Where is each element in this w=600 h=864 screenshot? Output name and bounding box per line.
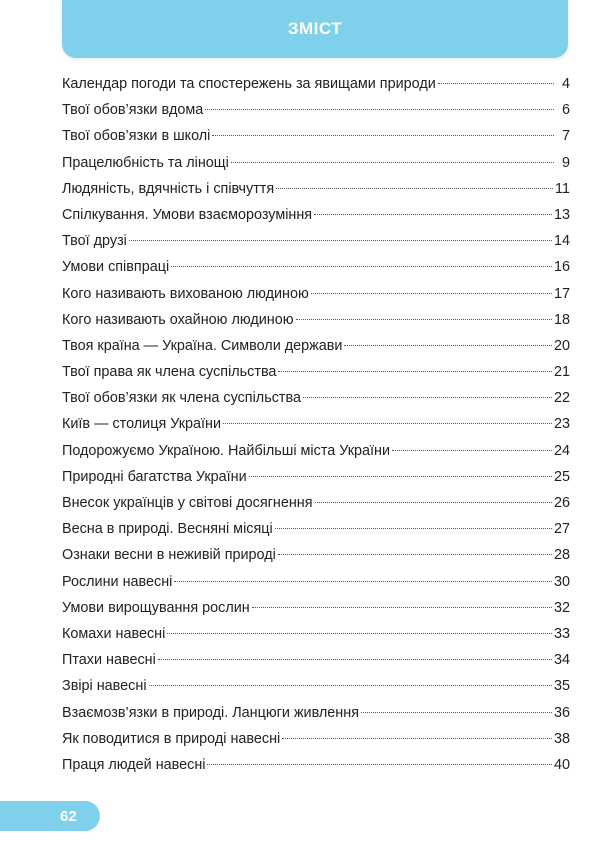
dot-leader	[311, 293, 552, 294]
toc-entry-title: Внесок українців у світові досягнення	[62, 495, 313, 511]
toc-entry-title: Взаємозв’язки в природі. Ланцюги живлення	[62, 704, 359, 721]
toc-entry[interactable]	[62, 569, 570, 595]
toc-entry[interactable]	[62, 150, 570, 176]
dot-leader	[278, 554, 552, 555]
dot-leader	[252, 607, 552, 608]
table-of-contents	[62, 71, 570, 778]
toc-entry-title: Птахи навесні	[62, 652, 156, 669]
toc-entry-page: 22	[553, 390, 570, 407]
toc-entry-title: Працелюбність та лінощі	[62, 154, 229, 171]
toc-entry-page: 30	[553, 573, 570, 590]
toc-entry[interactable]	[62, 385, 570, 411]
toc-entry[interactable]	[62, 359, 570, 385]
toc-entry[interactable]	[62, 464, 570, 490]
toc-entry[interactable]	[62, 254, 570, 280]
toc-entry[interactable]	[62, 516, 570, 542]
dot-leader	[205, 109, 554, 110]
toc-title: ЗМІСТ	[287, 19, 343, 38]
toc-entry[interactable]	[62, 542, 570, 568]
dot-leader	[361, 712, 552, 713]
toc-entry-title: Твої обов’язки як члена суспільства	[62, 390, 301, 407]
toc-header	[62, 0, 568, 58]
toc-entry[interactable]	[62, 595, 570, 621]
toc-entry[interactable]	[62, 176, 570, 202]
toc-entry-page: 25	[553, 468, 570, 485]
toc-entry-page: 38	[553, 730, 570, 747]
toc-entry-title: Людяність, вдячність і співчуття	[62, 180, 275, 197]
toc-entry-title: Календар погоди та спостережень за явищами природи	[62, 76, 436, 92]
toc-entry[interactable]	[62, 307, 570, 333]
dot-leader	[282, 738, 552, 739]
toc-entry-title: Комахи навесні	[62, 625, 166, 642]
dot-leader	[296, 319, 552, 320]
toc-entry[interactable]	[62, 726, 570, 752]
dot-leader	[174, 581, 552, 582]
toc-entry-page: 14	[553, 233, 570, 250]
toc-entry-title: Спілкування. Умови взаєморозуміння	[62, 206, 313, 223]
dot-leader	[275, 528, 552, 529]
toc-entry-page: 11	[555, 180, 570, 197]
dot-leader	[231, 162, 554, 163]
toc-entry-page: 40	[553, 756, 570, 773]
toc-entry-title: Умови співпраці	[62, 259, 170, 276]
dot-leader	[207, 764, 552, 765]
toc-entry-title: Кого називають охайною людиною	[62, 311, 294, 328]
toc-entry-title: Твої обов’язки вдома	[62, 102, 204, 119]
toc-entry-page: 13	[553, 206, 570, 223]
toc-entry-title: Твої друзі	[62, 233, 127, 250]
toc-entry[interactable]	[62, 123, 570, 149]
toc-entry-page: 17	[553, 285, 570, 302]
toc-entry-title: Ознаки весни в неживій природі	[62, 547, 276, 564]
toc-entry-page: 7	[561, 128, 570, 145]
toc-entry[interactable]	[62, 71, 570, 97]
toc-entry-title: Твої права як члена суспільства	[62, 364, 277, 381]
toc-entry-title: Твої обов’язки в школі	[62, 128, 211, 145]
dot-leader	[276, 188, 553, 189]
toc-entry-title: Рослини навесні	[62, 573, 173, 590]
toc-entry[interactable]	[62, 700, 570, 726]
toc-entry-page: 9	[561, 154, 570, 171]
dot-leader	[158, 659, 552, 660]
dot-leader	[171, 266, 552, 267]
toc-entry[interactable]	[62, 752, 570, 778]
dot-leader	[149, 685, 552, 686]
dot-leader	[249, 476, 552, 477]
dot-leader	[314, 214, 552, 215]
toc-entry-title: Природні багатства України	[62, 468, 247, 485]
toc-entry-title: Як поводитися в природі навесні	[62, 730, 281, 747]
toc-entry-page: 26	[553, 495, 570, 511]
toc-entry-page: 35	[553, 678, 570, 695]
dot-leader	[212, 135, 554, 136]
dot-leader	[344, 345, 552, 346]
toc-entry-title: Весна в природі. Весняні місяці	[62, 521, 273, 538]
toc-entry-page: 21	[553, 364, 570, 381]
toc-entry-page: 34	[553, 652, 570, 669]
dot-leader	[315, 502, 552, 503]
toc-entry[interactable]	[62, 202, 570, 228]
toc-entry-page: 6	[561, 102, 570, 119]
dot-leader	[392, 450, 552, 451]
toc-entry-title: Подорожуємо Україною. Найбільші міста України	[62, 442, 391, 459]
dot-leader	[223, 423, 552, 424]
page-number: 62	[60, 807, 77, 825]
toc-entry-title: Звірі навесні	[62, 678, 147, 695]
toc-entry-page: 32	[553, 599, 570, 616]
toc-entry[interactable]	[62, 228, 570, 254]
toc-entry[interactable]	[62, 411, 570, 437]
toc-entry-title: Праця людей навесні	[62, 756, 206, 773]
toc-entry[interactable]	[62, 97, 570, 123]
toc-entry-page: 33	[553, 625, 570, 642]
dot-leader	[438, 83, 554, 84]
toc-entry-page: 16	[553, 259, 570, 276]
toc-entry-title: Київ — столиця України	[62, 416, 222, 433]
toc-entry[interactable]	[62, 333, 570, 359]
dot-leader	[303, 397, 552, 398]
toc-entry-title: Твоя країна — Україна. Символи держави	[62, 337, 343, 354]
page-number-badge	[0, 801, 100, 831]
toc-entry[interactable]	[62, 438, 570, 464]
toc-entry[interactable]	[62, 647, 570, 673]
toc-entry-page: 24	[553, 442, 570, 459]
toc-entry-title: Кого називають вихованою людиною	[62, 285, 309, 302]
dot-leader	[278, 371, 552, 372]
toc-entry-title: Умови вирощування рослин	[62, 599, 250, 616]
dot-leader	[129, 240, 552, 241]
toc-entry-page: 20	[553, 337, 570, 354]
toc-entry[interactable]	[62, 621, 570, 647]
dot-leader	[167, 633, 552, 634]
toc-entry-page: 23	[553, 416, 570, 433]
toc-entry-page: 27	[553, 521, 570, 538]
toc-entry[interactable]	[62, 673, 570, 699]
toc-entry[interactable]	[62, 490, 570, 516]
toc-entry-page: 28	[553, 547, 570, 564]
toc-entry-page: 18	[553, 311, 570, 328]
toc-entry-page: 36	[553, 704, 570, 721]
toc-entry-page: 4	[561, 76, 570, 92]
toc-entry[interactable]	[62, 281, 570, 307]
